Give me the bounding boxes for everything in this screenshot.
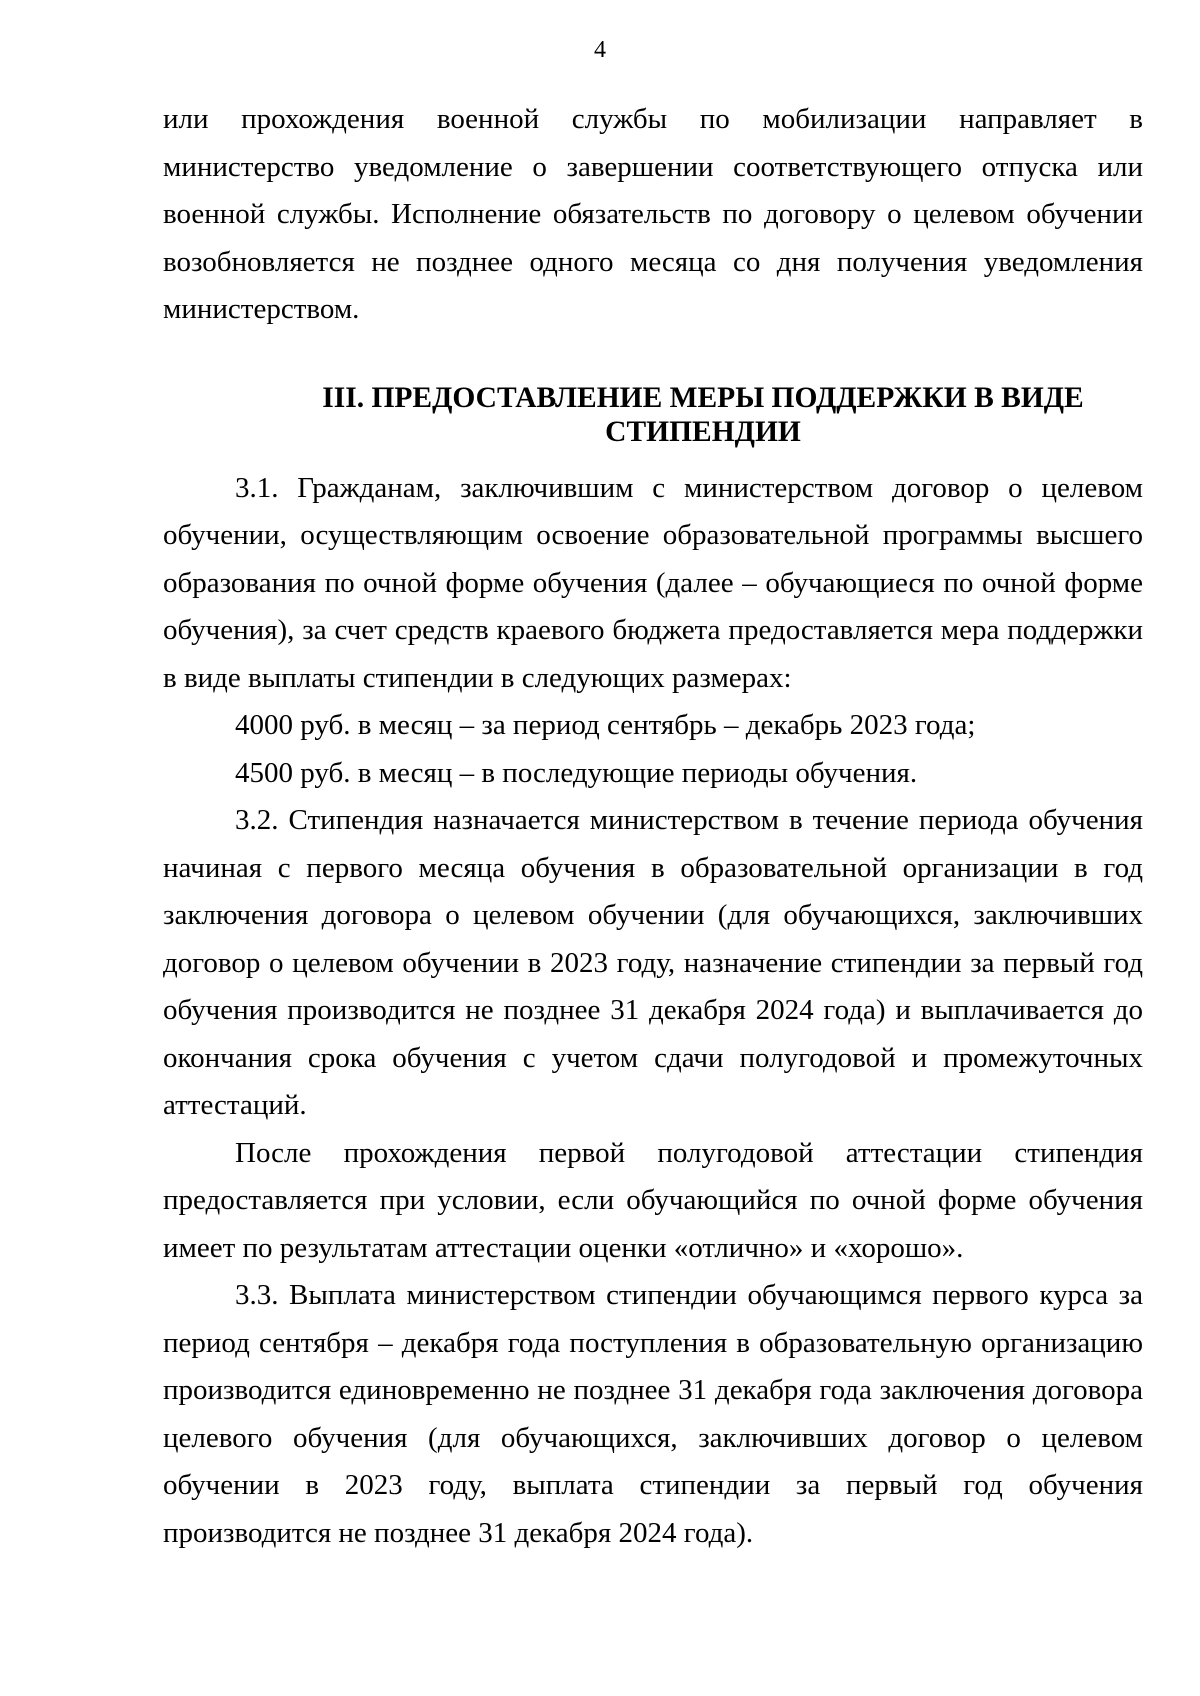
paragraph-3-1: 3.1. Гражданам, заключившим с министерством договор о целевом обучении, осуществляющим освоение образовательной программы высшего образования по очной форме обучения (далее – обучающиеся по очной форме обучения), за счет средств краевого бюджета предоставляется мера поддержки в виде выплаты стипендии в следующих размерах: bbox=[163, 471, 1143, 694]
paragraph-after-attestation: После прохождения первой полугодовой аттестации стипендия предоставляется при условии, если обучающийся по очной форме обучения имеет по результатам аттестации оценки «отлично» и «хорошо». bbox=[163, 1136, 1143, 1264]
paragraph-3-3: 3.3. Выплата министерством стипендии обучающимся первого курса за период сентября – декабря года поступления в образовательную организацию производится единовременно не позднее 31 декабря года заключения договора целевого обучения (для обучающихся, заключивших договор о целевом обучении в 2023 году, выплата стипендии за первый год обучения производится не позднее 31 декабря 2024 года). bbox=[163, 1279, 1143, 1549]
document-body bbox=[163, 96, 1143, 1557]
paragraph-3-2: 3.2. Стипендия назначается министерством в течение периода обучения начиная с первого месяца обучения в образовательной организации в год заключения договора о целевом обучении (для обучающихся, заключивших договор о целевом обучении в 2023 году, назначение стипендии за первый год обучения производится не позднее 31 декабря 2024 года) и выплачивается до окончания срока обучения с учетом сдачи полугодовой и промежуточных аттестаций. bbox=[163, 804, 1143, 1121]
stipend-rate-1: 4000 руб. в месяц – за период сентябрь – декабрь 2023 года; bbox=[235, 709, 976, 741]
intro-paragraph: или прохождения военной службы по мобилизации направляет в министерство уведомление о завершении соответствующего отпуска или военной службы. Исполнение обязательств по договору о целевом обучении возобновляется не позднее одного месяца со дня получения уведомления министерством. bbox=[163, 103, 1143, 325]
section-title: III. ПРЕДОСТАВЛЕНИЕ МЕРЫ ПОДДЕРЖКИ В ВИДЕ СТИПЕНДИИ bbox=[322, 381, 1084, 448]
stipend-rate-2: 4500 руб. в месяц – в последующие периоды обучения. bbox=[235, 756, 918, 789]
page-number: 4 bbox=[594, 37, 606, 63]
